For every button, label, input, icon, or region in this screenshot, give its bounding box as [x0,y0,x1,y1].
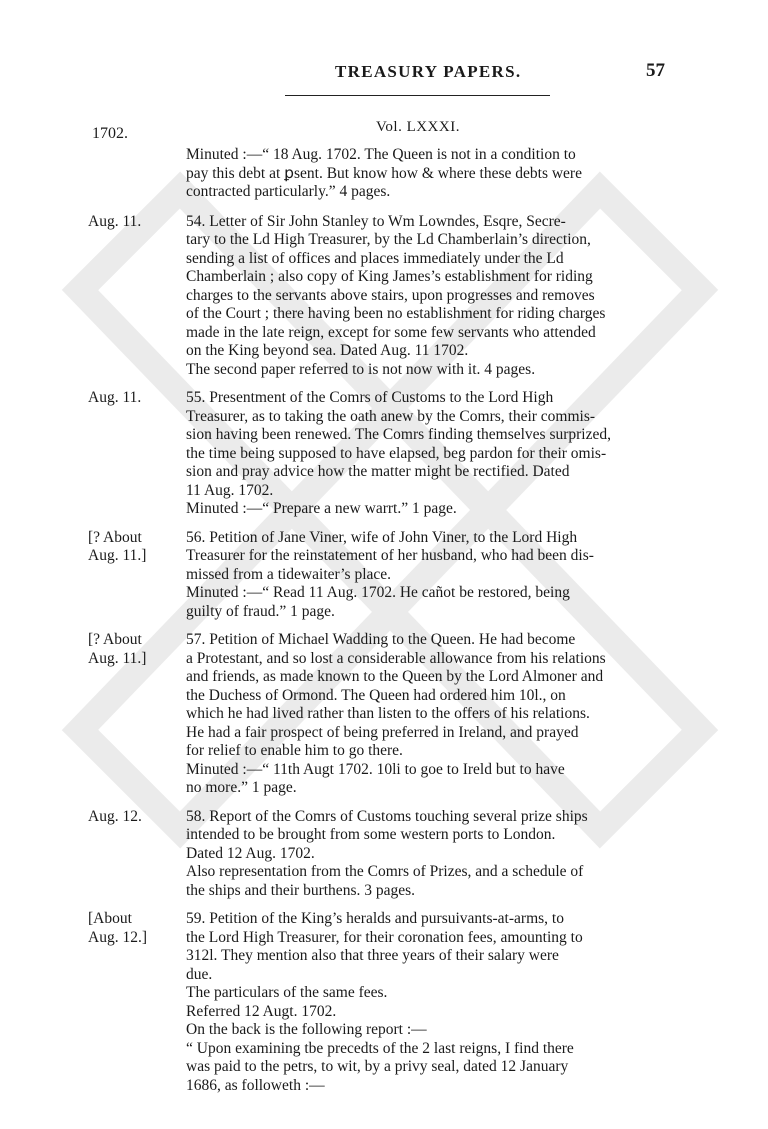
text-line: The particulars of the same fees. [186,984,388,1001]
text-line: 1686, as followeth :— [186,1076,325,1094]
text-line: and friends, as made known to the Queen by the Lord Almoner and [186,668,604,685]
text-line: Also representation from the Comrs of Prizes, and a schedule of [186,863,584,880]
text-line: missed from a tidewaiter’s place. [186,565,392,583]
text-line: 57. Petition of Michael Wadding to the Queen. He had become [186,631,576,648]
text-line: pay this debt at ꝑsent. But know how & where these debts were [186,164,582,182]
entry-54 [88,213,688,380]
intro-minute [88,146,688,202]
text-line: charges to the servants above stairs, upon progresses and removes [186,286,595,304]
text-line: sending a list of offices and places immediately under the Ld [186,249,564,267]
text-line: 55. Presentment of the Comrs of Customs to the Lord High [186,389,554,406]
text-line: Chamberlain ; also copy of King James’s establishment for riding [186,268,593,285]
text-line: of the Court ; there having been no establishment for riding charges [186,305,606,322]
text-line: “ Upon examining tbe precedts of the 2 last reigns, I find there [186,1039,574,1057]
text-line: no more.” 1 page. [186,779,297,796]
text-line: the Duchess of Ormond. The Queen had ordered him 10l., on [186,686,566,704]
text-line: due. [186,965,213,983]
text-line: a Protestant, and so lost a considerable allowance from his relations [186,649,606,667]
text-line: guilty of fraud.” 1 page. [186,602,335,620]
text-line: made in the late reign, except for some few servants who attended [186,323,596,341]
text-line: 58. Report of the Comrs of Customs touching several prize ships [186,807,588,825]
text-line: intended to be brought from some western ports to London. [186,826,556,843]
entry-59 [88,910,688,1095]
text-line: Dated 12 Aug. 1702. [186,844,315,862]
text-line: for relief to enable him to go there. [186,742,403,759]
volume-heading: Vol. LXXXI. [376,119,460,135]
text-line: 54. Letter of Sir John Stanley to Wm Lowndes, Esqre, Secre- [186,212,566,230]
running-title: TREASURY PAPERS. [335,62,522,81]
year-label: 1702. [92,125,128,142]
entry-date: [? About Aug. 11.] [88,528,147,564]
entry-55 [88,389,688,519]
entry-date: [? About Aug. 11.] [88,631,147,667]
document-body [88,146,688,1103]
page-header [0,62,768,102]
page-number: 57 [646,60,665,81]
text-line: which he had lived rather than listen to the offers of his relations. [186,705,590,722]
text-line: 312l. They mention also that three years of their salary were [186,947,559,964]
text-line: tary to the Ld High Treasurer, by the Ld Chamberlain’s direction, [186,231,591,248]
text-line: Minuted :—“ Prepare a new warrt.” 1 page. [186,500,457,517]
text-line: Referred 12 Augt. 1702. [186,1002,337,1020]
entry-date: Aug. 12. [88,807,142,825]
text-line: Minuted :—“ 11th Augt 1702. 10li to goe to Ireld but to have [186,760,565,778]
text-line: Minuted :—“ 18 Aug. 1702. The Queen is not in a condition to [186,146,576,163]
text-line: sion and pray advice how the matter might be rectified. Dated [186,463,570,480]
text-line: 56. Petition of Jane Viner, wife of John Viner, to the Lord High [186,528,578,546]
text-line: sion having been renewed. The Comrs finding themselves surprized, [186,426,612,443]
text-line: Treasurer, as to taking the oath anew by the Comrs, their commis- [186,407,596,425]
text-line: was paid to the petrs, to wit, by a privy seal, dated 12 January [186,1058,569,1075]
entry-57 [88,631,688,798]
text-line: on the King beyond sea. Dated Aug. 11 1702. [186,342,469,359]
header-rule [285,95,550,96]
text-line: Treasurer for the reinstatement of her husband, who had been dis- [186,547,594,564]
entry-58 [88,808,688,901]
text-line: the Lord High Treasurer, for their coronation fees, amounting to [186,928,583,946]
text-line: 11 Aug. 1702. [186,481,274,499]
entry-date: [About Aug. 12.] [88,910,147,946]
text-line: Minuted :—“ Read 11 Aug. 1702. He cañot be restored, being [186,584,570,601]
entry-56 [88,529,688,622]
entry-date: Aug. 11. [88,389,142,406]
text-line: the time being supposed to have elapsed, beg pardon for their omis- [186,444,607,462]
text-line: contracted particularly.” 4 pages. [186,183,391,200]
entry-date: Aug. 11. [88,212,142,230]
text-line: On the back is the following report :— [186,1021,427,1038]
text-line: The second paper referred to is not now with it. 4 pages. [186,360,536,378]
text-line: the ships and their burthens. 3 pages. [186,881,416,899]
text-line: He had a fair prospect of being preferred in Ireland, and prayed [186,723,579,741]
text-line: 59. Petition of the King’s heralds and pursuivants-at-arms, to [186,910,564,927]
